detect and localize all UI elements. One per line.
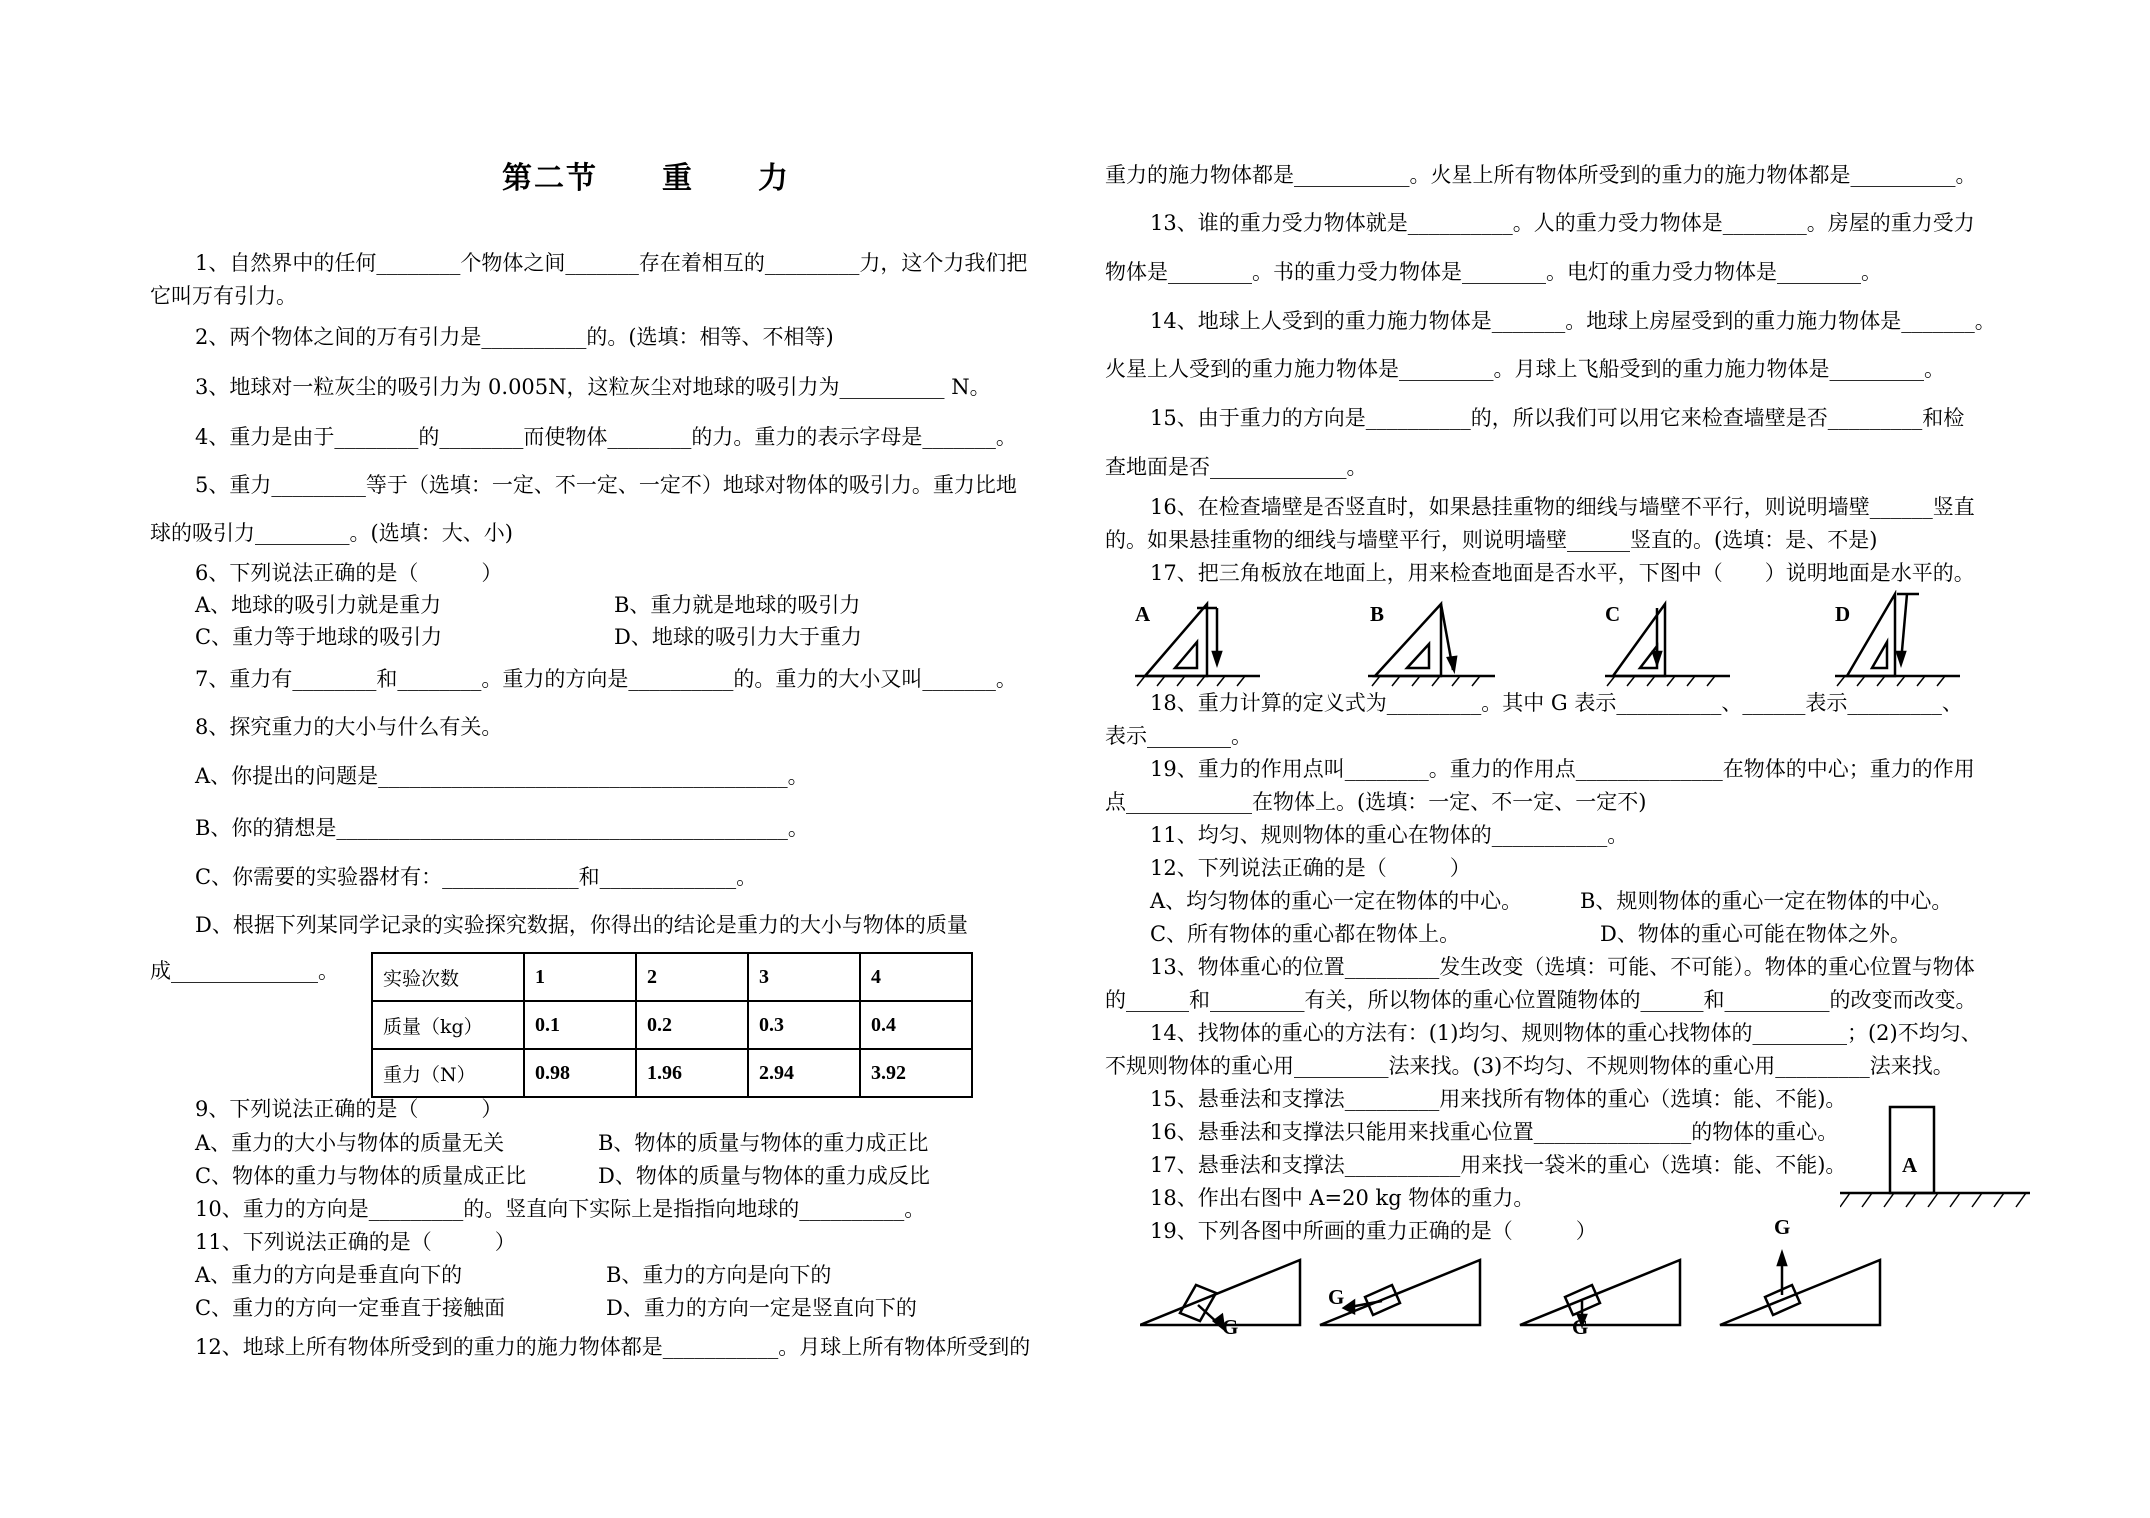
table-cell: 1.96 [636,1049,748,1097]
table-cell: 0.2 [636,1001,748,1049]
question-1-cont: 它叫万有引力。 [150,284,297,308]
question-13a-cont: 物体是________。书的重力受力物体是________。电灯的重力受力物体是________。 [1105,260,1882,284]
question-8d-cont: 成______________。 [150,959,339,983]
question-19a: 19、重力的作用点叫________。重力的作用点______________在物体的中心；重力的作用 [1150,757,1975,781]
figure-label-b: B [1370,602,1385,626]
question-5: 5、重力_________等于（选填：一定、不一定、一定不）地球对物体的吸引力。重力比地 [195,473,1017,497]
table-row [372,1001,972,1049]
question-3: 3、地球对一粒灰尘的吸引力为 0.005N，这粒灰尘对地球的吸引力为__________ N。 [195,375,991,399]
table-cell: 3 [748,953,860,1001]
gravity-label-3: G [1572,1315,1589,1339]
incline-drawing [1140,1215,1990,1335]
question-12: 12、地球上所有物体所受到的重力的施力物体都是___________。月球上所有物体所受到的 [195,1335,1031,1359]
question-8b: B、你的猜想是___________________________________________。 [195,816,809,840]
question-8d: D、根据下列某同学记录的实验探究数据，你得出的结论是重力的大小与物体的质量 [195,913,968,937]
question-12b: 12、下列说法正确的是（ ） [1150,856,1471,880]
question-10: 10、重力的方向是_________的。竖直向下实际上是指指向地球的__________。 [195,1197,926,1221]
question-11b: 11、均匀、规则物体的重心在物体的___________。 [1150,823,1629,847]
option-11d: D、重力的方向一定是竖直向下的 [606,1296,917,1320]
experiment-table [371,952,973,1098]
question-15a: 15、由于重力的方向是__________的，所以我们可以用它来检查墙壁是否_________和检 [1150,406,1965,430]
question-17a: 17、把三角板放在地面上，用来检查地面是否水平，下图中（ ）说明地面是水平的。 [1150,561,1975,585]
table-row [372,1049,972,1097]
option-6b: B、重力就是地球的吸引力 [614,593,861,617]
question-12-cont: 重力的施力物体都是___________。火星上所有物体所受到的重力的施力物体都是__________。 [1105,163,1977,187]
question-7: 7、重力有________和________。重力的方向是__________的。重力的大小又叫_______。 [195,667,1017,691]
question-17b: 17、悬垂法和支撑法___________用来找一袋米的重心（选填：能、不能)。 [1150,1153,1847,1177]
question-8: 8、探究重力的大小与什么有关。 [195,715,503,739]
question-8c: C、你需要的实验器材有：_____________和_____________。 [195,865,758,889]
question-14a: 14、地球上人受到的重力施力物体是_______。地球上房屋受到的重力施力物体是_______。 [1150,309,1996,333]
question-16a: 16、在检查墙壁是否竖直时，如果悬挂重物的细线与墙壁不平行，则说明墙壁______竖直 [1150,495,1975,519]
figure-label-a: A [1135,602,1151,626]
question-11: 11、下列说法正确的是（ ） [195,1230,516,1254]
option-11a: A、重力的方向是垂直向下的 [195,1263,463,1287]
question-13b-cont: 的______和_________有关，所以物体的重心位置随物体的______和__________的改变而改变。 [1105,988,1977,1012]
table-cell: 4 [860,953,972,1001]
figure-label-c: C [1605,602,1621,626]
gravity-label-1: G [1222,1315,1239,1339]
table-cell: 0.4 [860,1001,972,1049]
table-cell: 1 [524,953,636,1001]
option-12c: C、所有物体的重心都在物体上。 [1150,922,1461,946]
option-6d: D、地球的吸引力大于重力 [614,625,862,649]
table-cell: 0.3 [748,1001,860,1049]
question-1: 1、自然界中的任何________个物体之间_______存在着相互的_________力，这个力我们把 [195,251,1028,275]
question-18a: 18、重力计算的定义式为_________。其中 G 表示__________、______表示_________、 [1150,691,1963,715]
question-4: 4、重力是由于________的________而使物体________的力。重力的表示字母是_______。 [195,425,1017,449]
question-15b: 15、悬垂法和支撑法_________用来找所有物体的重心（选填：能、不能)。 [1150,1087,1847,1111]
option-9b: B、物体的质量与物体的重力成正比 [598,1131,929,1155]
question-2: 2、两个物体之间的万有引力是__________的。(选填：相等、不相等) [195,325,834,349]
option-9d: D、物体的质量与物体的重力成反比 [598,1164,930,1188]
table-cell: 2.94 [748,1049,860,1097]
option-12a: A、均匀物体的重心一定在物体的中心。 [1150,889,1523,913]
question-19a-cont: 点____________在物体上。(选填：一定、不一定、一定不) [1105,790,1647,814]
question-5-cont: 球的吸引力_________。(选填：大、小) [150,521,513,545]
question-19b: 19、下列各图中所画的重力正确的是（ ） [1150,1219,1597,1243]
table-row [372,953,972,1001]
question-14a-cont: 火星上人受到的重力施力物体是_________。月球上飞船受到的重力施力物体是_________。 [1105,357,1945,381]
table-cell: 3.92 [860,1049,972,1097]
box-label: A [1902,1153,1918,1177]
gravity-label-2: G [1328,1285,1345,1309]
question-6: 6、下列说法正确的是（ ） [195,561,503,585]
option-12d: D、物体的重心可能在物体之外。 [1600,922,1911,946]
box-drawing [1840,1105,2040,1215]
option-6c: C、重力等于地球的吸引力 [195,625,443,649]
question-16b: 16、悬垂法和支撑法只能用来找重心位置_______________的物体的重心。 [1150,1120,1839,1144]
figure-label-d: D [1835,602,1851,626]
question-13b: 13、物体重心的位置_________发生改变（选填：可能、不可能）。物体的重心位置与物体 [1150,955,1975,979]
set-square-drawing [1135,590,2015,690]
table-cell: 2 [636,953,748,1001]
question-18a-cont: 表示________。 [1105,724,1252,748]
question-14b-cont: 不规则物体的重心用_________法来找。(3)不均匀、不规则物体的重心用_________法来找。 [1105,1054,1954,1078]
question-8a: A、你提出的问题是_______________________________________。 [195,764,809,788]
question-14b: 14、找物体的重心的方法有：(1)均匀、规则物体的重心找物体的_________；(2)不均匀、 [1150,1021,1982,1045]
table-cell: 质量（kg） [372,1001,524,1049]
question-16a-cont: 的。如果悬挂重物的细线与墙壁平行，则说明墙壁______竖直的。(选填：是、不是) [1105,528,1878,552]
option-11b: B、重力的方向是向下的 [606,1263,832,1287]
question-9: 9、下列说法正确的是（ ） [195,1097,503,1121]
table-cell: 0.1 [524,1001,636,1049]
gravity-label-4: G [1774,1215,1791,1239]
page-title: 第二节 重 力 [502,161,790,196]
table-cell: 实验次数 [372,953,524,1001]
table-cell: 重力（N） [372,1049,524,1097]
option-12b: B、规则物体的重心一定在物体的中心。 [1580,889,1953,913]
question-15a-cont: 查地面是否_____________。 [1105,455,1368,479]
question-13a: 13、谁的重力受力物体就是__________。人的重力受力物体是________。房屋的重力受力 [1150,211,1975,235]
option-9c: C、物体的重力与物体的质量成正比 [195,1164,527,1188]
option-11c: C、重力的方向一定垂直于接触面 [195,1296,506,1320]
table-cell: 0.98 [524,1049,636,1097]
option-9a: A、重力的大小与物体的质量无关 [195,1131,505,1155]
option-6a: A、地球的吸引力就是重力 [195,593,442,617]
question-18b: 18、作出右图中 A=20 kg 物体的重力。 [1150,1186,1535,1210]
